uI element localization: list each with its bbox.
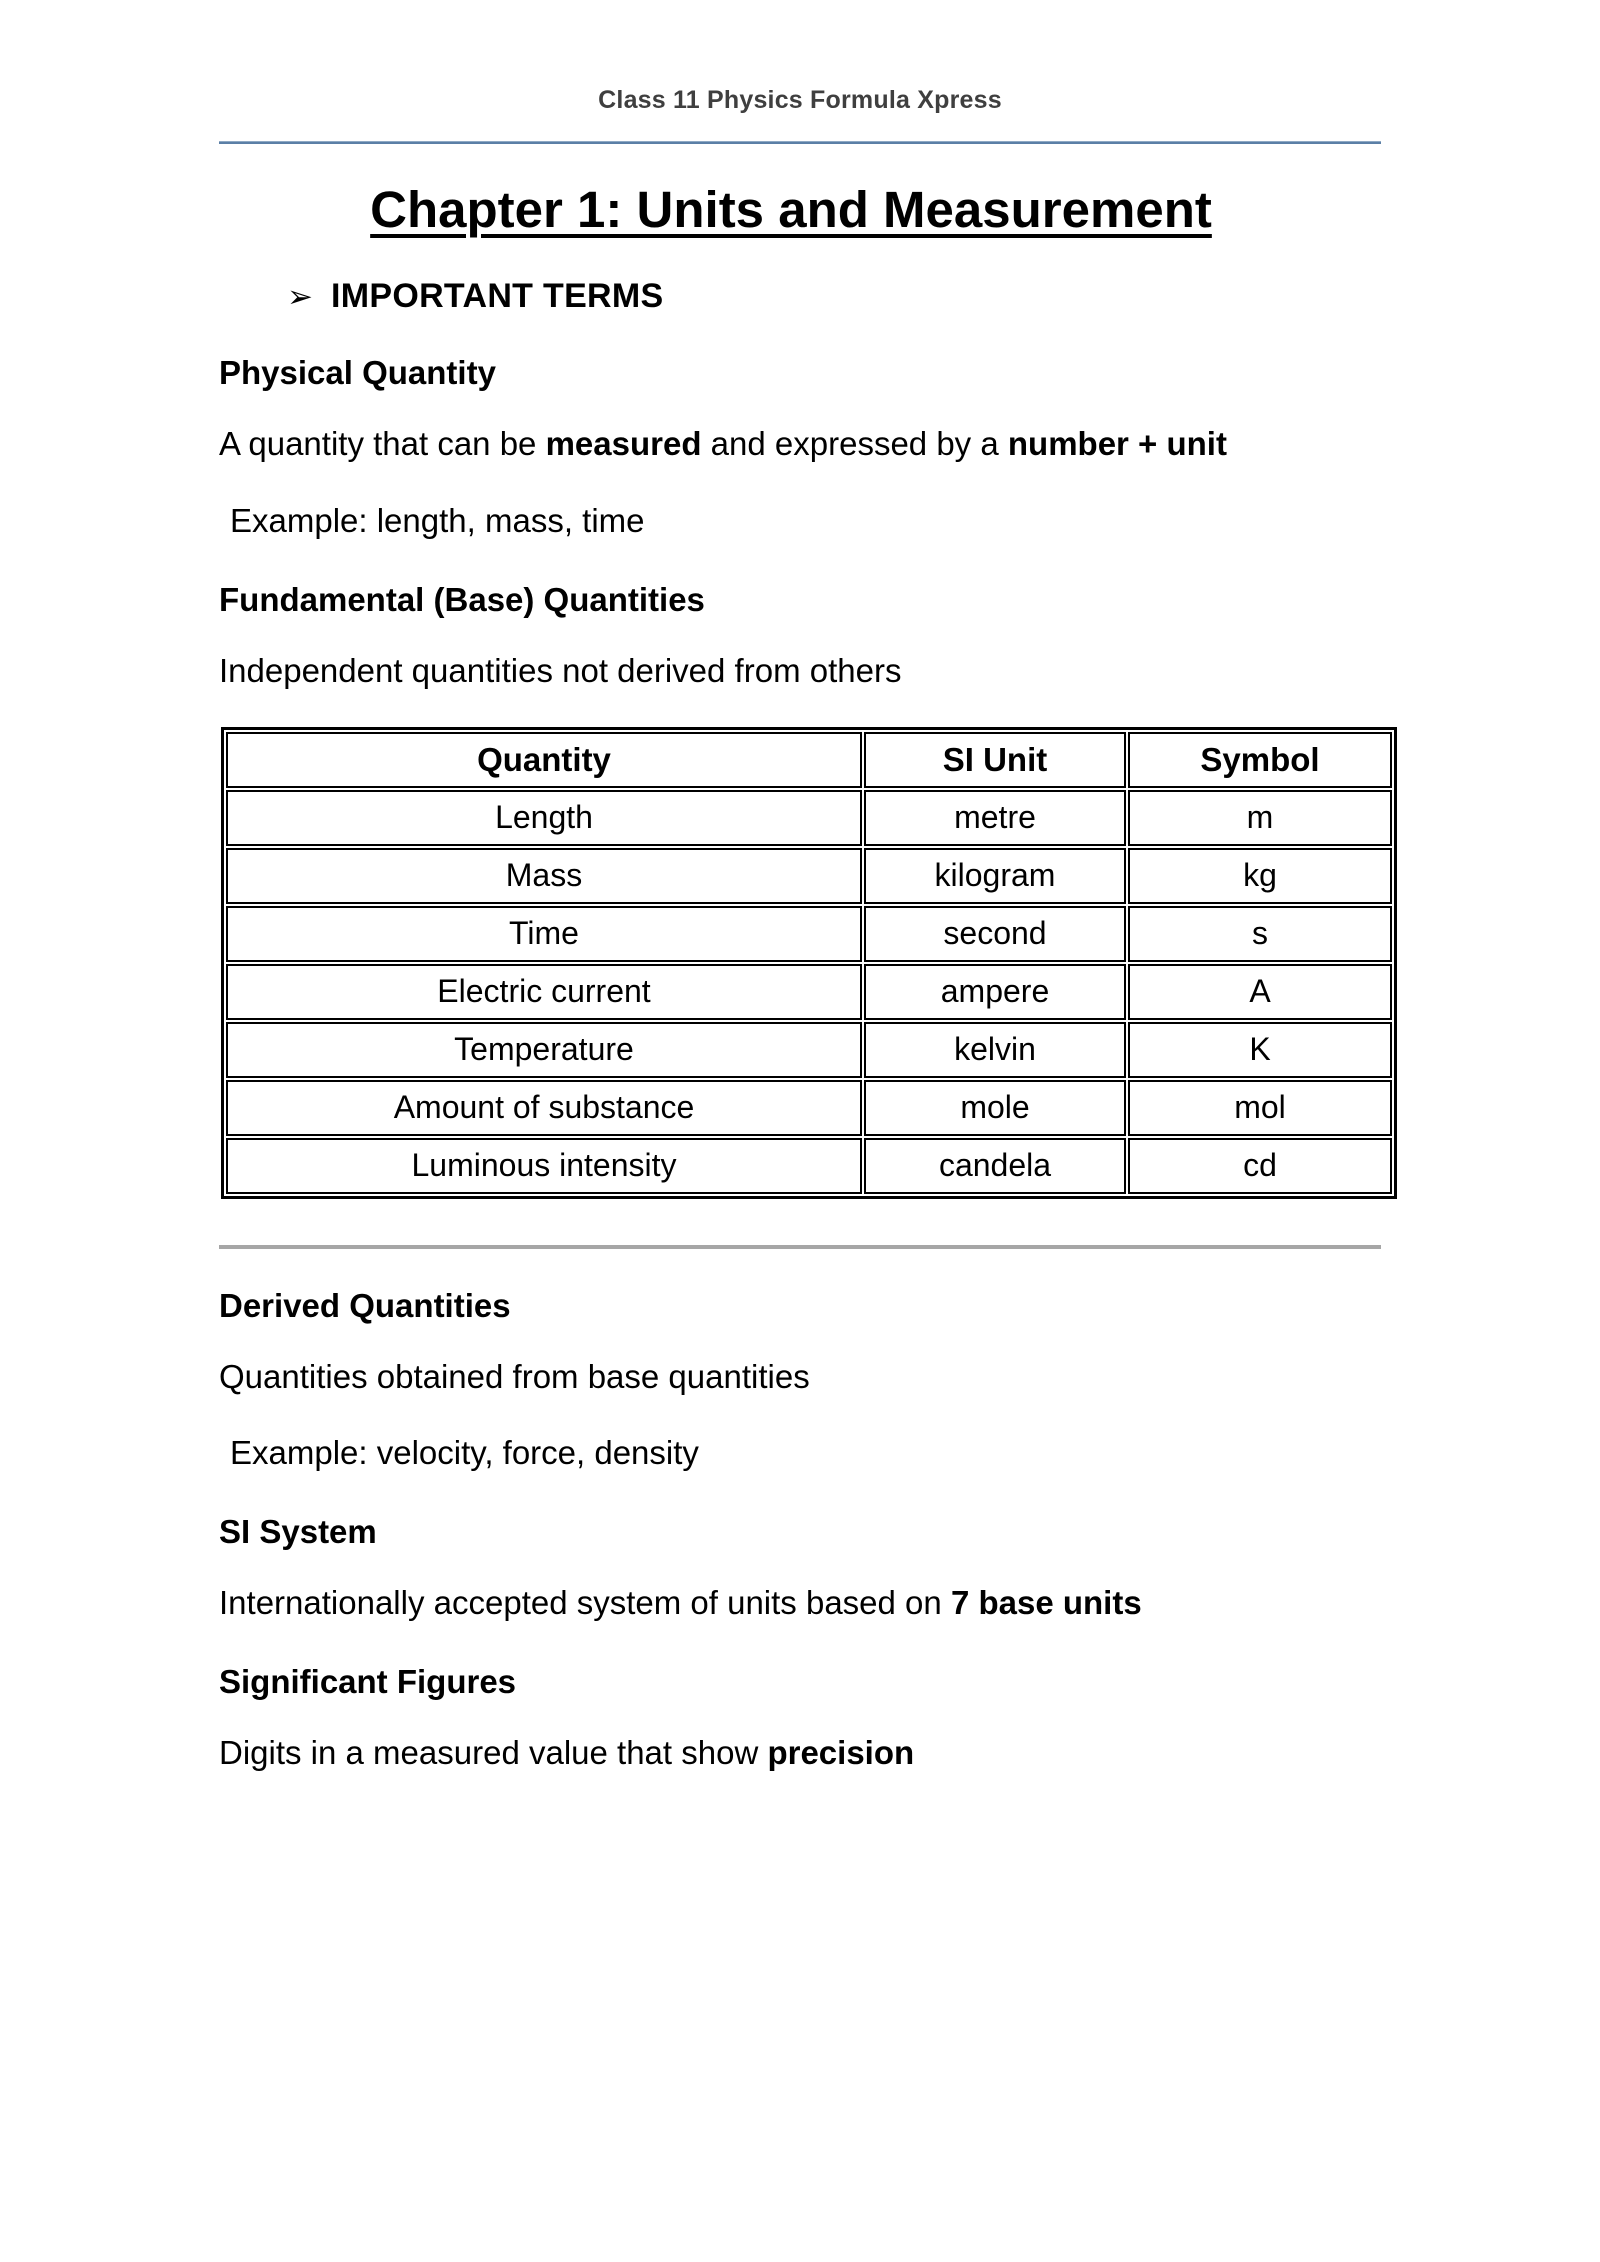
pq-text-2: and expressed by a bbox=[701, 425, 1008, 463]
paragraph-derived-quantities: Quantities obtained from base quantities bbox=[219, 1357, 810, 1395]
header-divider-rule bbox=[219, 141, 1381, 144]
table-row bbox=[226, 964, 1392, 1020]
cell-quantity: Temperature bbox=[226, 1022, 862, 1078]
cell-quantity: Amount of substance bbox=[226, 1080, 862, 1136]
example-physical-quantity: Example: length, mass, time bbox=[230, 501, 645, 539]
document-body bbox=[219, 182, 1381, 1775]
column-header-quantity: Quantity bbox=[226, 732, 862, 788]
cell-si-unit: kelvin bbox=[864, 1022, 1126, 1078]
running-header-title: Class 11 Physics Formula Xpress bbox=[598, 86, 1002, 114]
si-base-units-table bbox=[221, 727, 1397, 1199]
table-header bbox=[226, 732, 1392, 788]
heading-physical-quantity: Physical Quantity bbox=[219, 354, 496, 392]
sf-bold-precision: precision bbox=[767, 1734, 915, 1772]
cell-symbol: m bbox=[1128, 790, 1392, 846]
important-terms-bullet-row bbox=[219, 277, 1381, 316]
pq-text-1: A quantity that can be bbox=[219, 425, 546, 463]
table-body bbox=[226, 790, 1392, 1194]
heading-derived-quantities: Derived Quantities bbox=[219, 1286, 511, 1324]
cell-si-unit: candela bbox=[864, 1138, 1126, 1194]
table-row bbox=[226, 790, 1392, 846]
si-base-units-table-wrapper bbox=[219, 727, 1381, 1199]
cell-quantity: Length bbox=[226, 790, 862, 846]
column-header-si-unit: SI Unit bbox=[864, 732, 1126, 788]
pq-bold-number-unit: number + unit bbox=[1007, 425, 1227, 463]
table-row bbox=[226, 1080, 1392, 1136]
cell-si-unit: mole bbox=[864, 1080, 1126, 1136]
cell-symbol: s bbox=[1128, 906, 1392, 962]
sf-text-1: Digits in a measured value that show bbox=[219, 1734, 768, 1772]
cell-si-unit: metre bbox=[864, 790, 1126, 846]
table-row bbox=[226, 906, 1392, 962]
arrowhead-bullet-icon: ➢ bbox=[287, 279, 313, 316]
cell-symbol: A bbox=[1128, 964, 1392, 1020]
section-divider bbox=[219, 1245, 1381, 1249]
cell-si-unit: kilogram bbox=[864, 848, 1126, 904]
paragraph-si-system bbox=[219, 1581, 1339, 1625]
cell-symbol: K bbox=[1128, 1022, 1392, 1078]
table-row bbox=[226, 848, 1392, 904]
cell-quantity: Time bbox=[226, 906, 862, 962]
paragraph-physical-quantity bbox=[219, 422, 1339, 466]
paragraph-significant-figures bbox=[219, 1731, 1339, 1775]
example-derived-quantities: Example: velocity, force, density bbox=[230, 1434, 699, 1472]
important-terms-label: IMPORTANT TERMS bbox=[330, 277, 664, 316]
table-row bbox=[226, 1138, 1392, 1194]
cell-si-unit: second bbox=[864, 906, 1126, 962]
cell-symbol: mol bbox=[1128, 1080, 1392, 1136]
heading-significant-figures: Significant Figures bbox=[219, 1663, 517, 1701]
page-title: Chapter 1: Units and Measurement bbox=[370, 181, 1212, 238]
table-header-row bbox=[226, 732, 1392, 788]
si-bold-7-base-units: 7 base units bbox=[950, 1584, 1142, 1622]
cell-si-unit: ampere bbox=[864, 964, 1126, 1020]
cell-quantity: Electric current bbox=[226, 964, 862, 1020]
cell-quantity: Mass bbox=[226, 848, 862, 904]
pq-bold-measured: measured bbox=[545, 425, 702, 463]
cell-quantity: Luminous intensity bbox=[226, 1138, 862, 1194]
heading-si-system: SI System bbox=[219, 1513, 377, 1551]
column-header-symbol: Symbol bbox=[1128, 732, 1392, 788]
heading-fundamental-quantities: Fundamental (Base) Quantities bbox=[219, 580, 705, 618]
cell-symbol: kg bbox=[1128, 848, 1392, 904]
table-row bbox=[226, 1022, 1392, 1078]
paragraph-fundamental-quantities: Independent quantities not derived from others bbox=[219, 651, 902, 689]
cell-symbol: cd bbox=[1128, 1138, 1392, 1194]
document-running-header bbox=[0, 0, 1600, 144]
si-text-1: Internationally accepted system of units based on bbox=[219, 1584, 951, 1622]
